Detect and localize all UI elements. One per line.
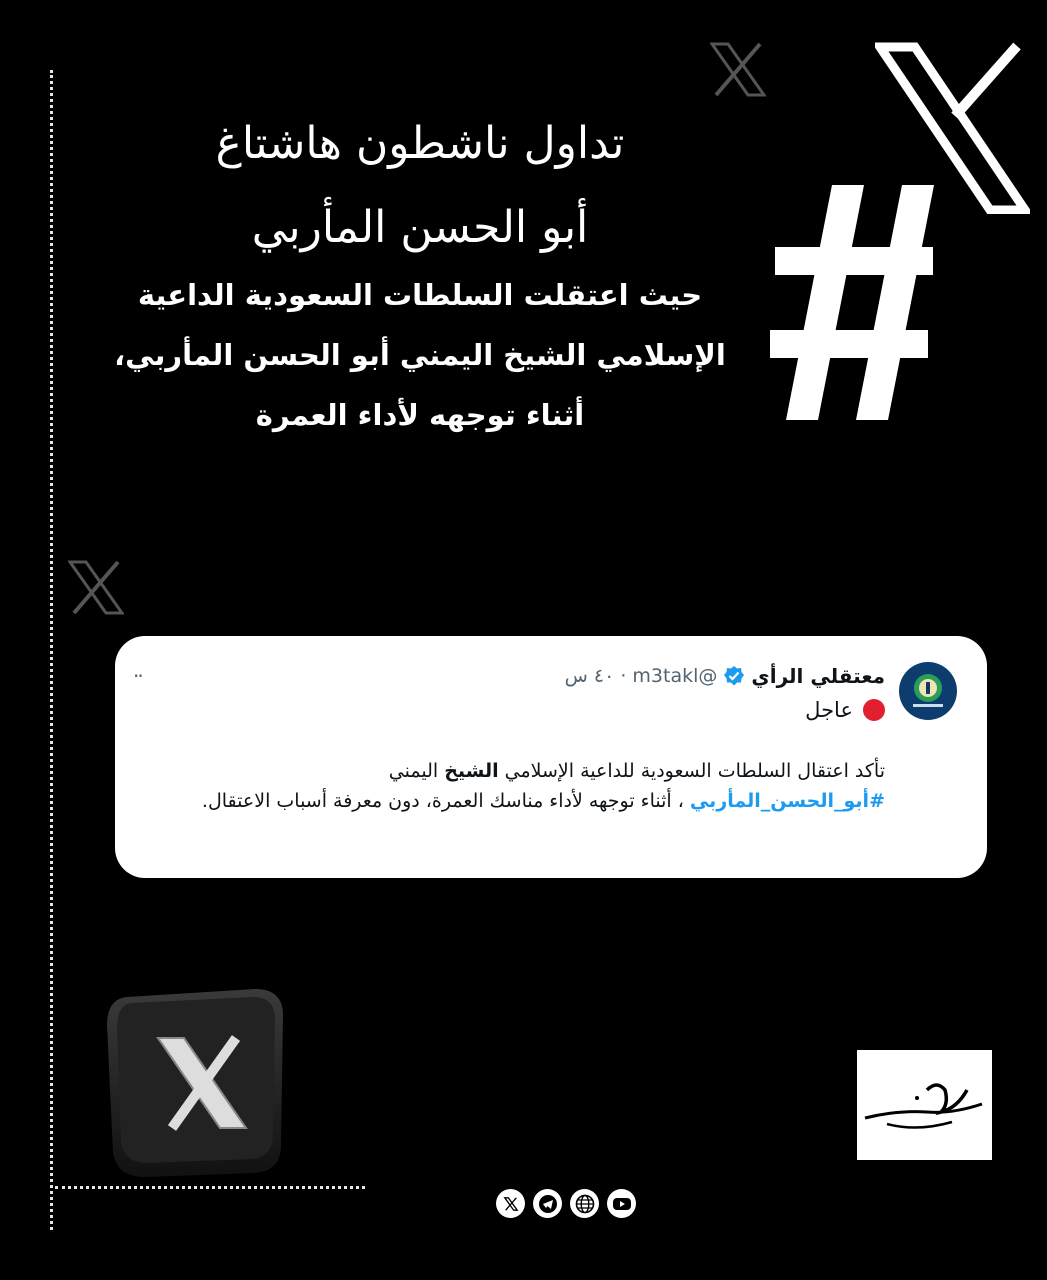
headline-line-2: أبو الحسن المأربي (251, 202, 589, 253)
brand-logo (857, 1050, 992, 1160)
headline-line-4: الإسلامي الشيخ اليمني أبو الحسن المأربي، (114, 338, 726, 372)
account-handle[interactable]: @m3takl (632, 665, 718, 687)
tweet-time: · ٤٠ س (564, 665, 627, 687)
x-app-icon (105, 985, 287, 1180)
x-social-icon[interactable] (496, 1189, 525, 1218)
breaking-badge (805, 698, 885, 722)
tweet-text-part: اليمني (388, 760, 445, 782)
tweet-card[interactable] (115, 636, 987, 878)
headline-line-1: تداول ناشطون هاشتاغ (215, 118, 625, 169)
avatar[interactable] (899, 662, 957, 720)
hashtag-link[interactable]: #أبو_الحسن_المأربي (689, 790, 885, 812)
tweet-text-part: ، أثناء توجهه لأداء مناسك العمرة، دون معرفة أسباب الاعتقال. (201, 790, 690, 812)
more-options-icon[interactable]: ·· (133, 664, 142, 688)
tweet-text-part: تأكد اعتقال السلطات السعودية للداعية الإسلامي (498, 760, 885, 782)
x-logo-icon (68, 560, 124, 615)
social-links (496, 1189, 636, 1218)
red-circle-icon (863, 699, 885, 721)
headline-line-5: أثناء توجهه لأداء العمرة (255, 398, 585, 432)
tweet-text (185, 756, 885, 816)
dotted-horizontal-divider (55, 1186, 365, 1189)
breaking-label: عاجل (805, 698, 853, 722)
telegram-icon[interactable] (533, 1189, 562, 1218)
account-name[interactable]: معتقلي الرأي (751, 664, 885, 688)
youtube-icon[interactable] (607, 1189, 636, 1218)
verified-badge-icon (723, 665, 745, 687)
dotted-vertical-divider (50, 70, 53, 1230)
tweet-header (565, 664, 885, 688)
hashtag-icon (770, 185, 935, 420)
globe-icon[interactable] (570, 1189, 599, 1218)
tweet-text-bold: الشيخ (444, 760, 499, 782)
headline-line-3: حيث اعتقلت السلطات السعودية الداعية (137, 278, 703, 312)
x-logo-icon (710, 42, 766, 97)
